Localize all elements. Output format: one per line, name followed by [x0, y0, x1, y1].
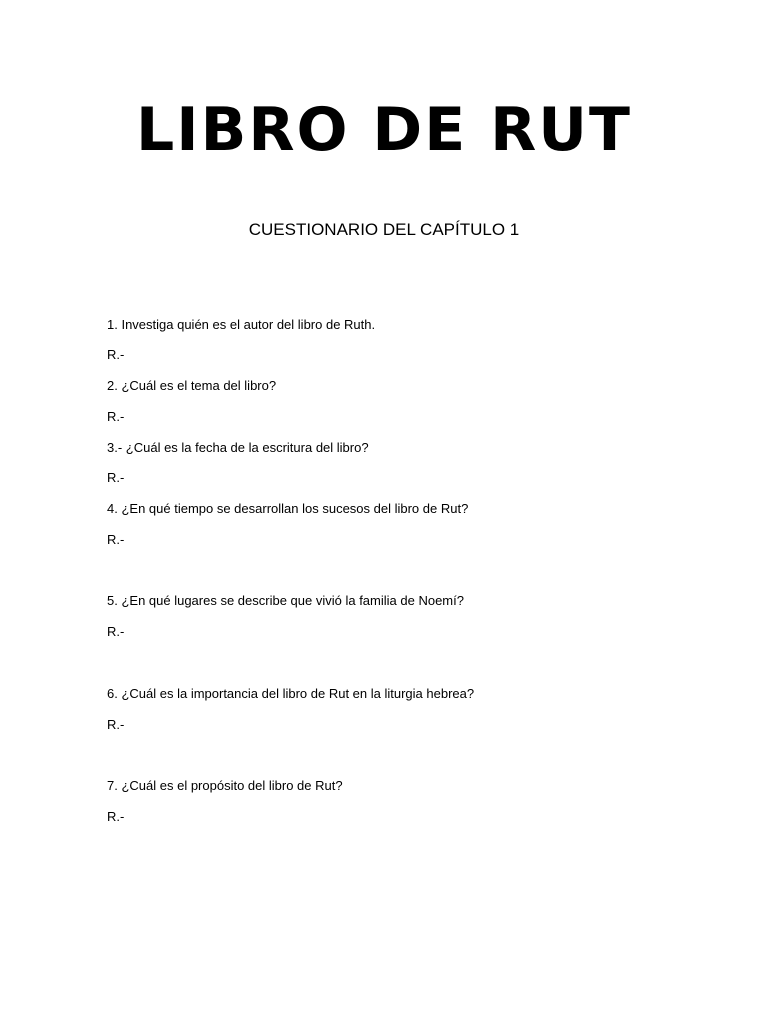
question-6: 6. ¿Cuál es la importancia del libro de Rut en la liturgia hebrea? [107, 686, 475, 701]
answer-3: R.- [107, 470, 125, 485]
answer-6: R.- [107, 717, 125, 732]
answer-2: R.- [107, 409, 125, 424]
answer-4: R.- [107, 532, 125, 547]
answer-5: R.- [107, 624, 125, 639]
question-5: 5. ¿En qué lugares se describe que vivió la familia de Noemí? [107, 593, 464, 608]
page-subtitle: CUESTIONARIO DEL CAPÍTULO 1 [248, 220, 520, 239]
question-2: 2. ¿Cuál es el tema del libro? [107, 378, 277, 393]
question-3: 3.- ¿Cuál es la fecha de la escritura del libro? [107, 440, 369, 455]
answer-7: R.- [107, 809, 125, 824]
question-1: 1. Investiga quién es el autor del libro de Ruth. [107, 317, 376, 332]
question-7: 7. ¿Cuál es el propósito del libro de Rut? [107, 778, 343, 793]
page-title: LIBRO DE RUT [136, 95, 632, 165]
answer-1: R.- [107, 347, 125, 362]
question-4: 4. ¿En qué tiempo se desarrollan los sucesos del libro de Rut? [107, 501, 469, 516]
